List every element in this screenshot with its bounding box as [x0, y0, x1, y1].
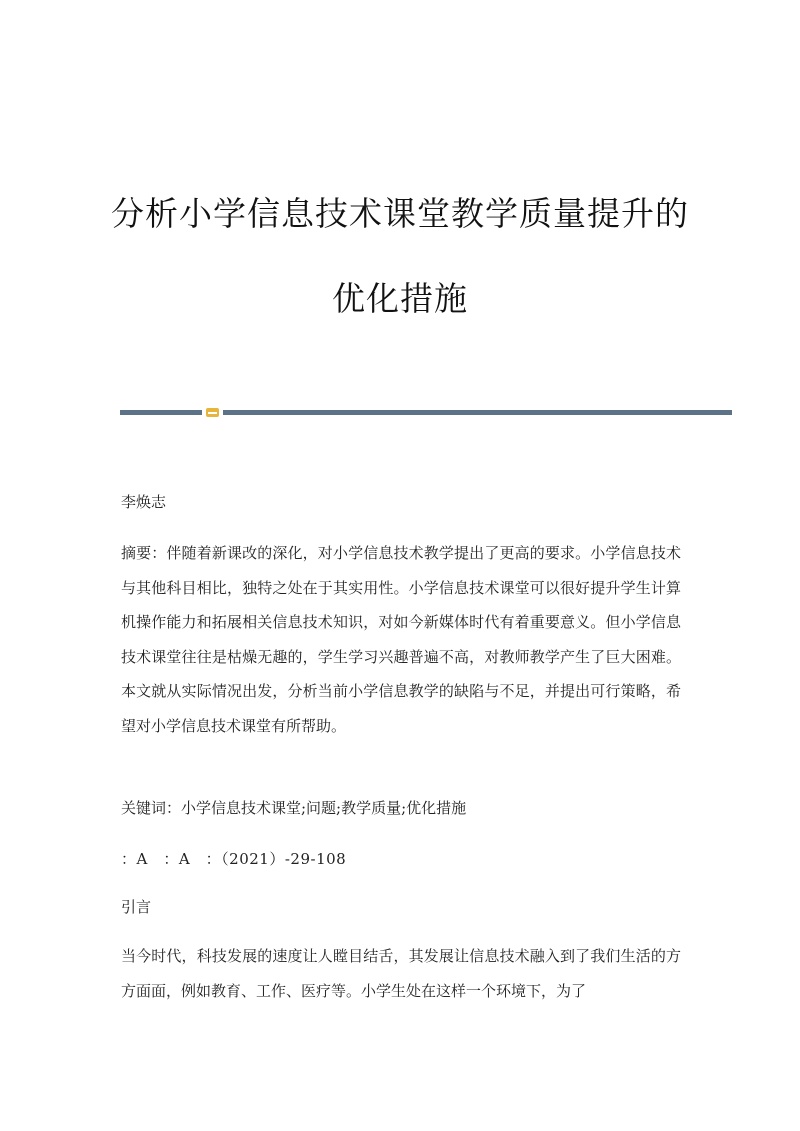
section-heading-intro: 引言 [121, 898, 152, 916]
abstract-paragraph: 摘要：伴随着新课改的深化，对小学信息技术教学提出了更高的要求。小学信息技术与其他科目相比，独特之处在于其实用性。小学信息技术课堂可以很好提升学生计算机操作能力和拓展相关信息技术知识，对如今新媒体时代有着重要意义。但小学信息技术课堂往往是枯燥无趣的，学生学习兴趣普遍不高，对教师教学产生了巨大困难。本文就从实际情况出发，分析当前小学信息教学的缺陷与不足，并提出可行策略，希望对小学信息技术课堂有所帮助。 [121, 544, 681, 735]
author-name: 李焕志 [121, 493, 167, 511]
document-title-line-1: 分析小学信息技术课堂教学质量提升的 [111, 194, 689, 233]
divider-bar-left [120, 410, 202, 415]
title-divider [120, 408, 732, 416]
intro-paragraph: 当今时代，科技发展的速度让人瞠目结舌，其发展让信息技术融入到了我们生活的方方面面，例如教育、工作、医疗等。小学生处在这样一个环境下，为了 [121, 947, 681, 1000]
document-title-line-2: 优化措施 [332, 279, 468, 318]
divider-mark-icon [206, 408, 219, 417]
classification-line: ：A ：A ：（2021）-29-108 [121, 850, 347, 868]
divider-bar-right [223, 410, 732, 415]
keywords-line: 关键词：小学信息技术课堂;问题;教学质量;优化措施 [121, 799, 467, 817]
